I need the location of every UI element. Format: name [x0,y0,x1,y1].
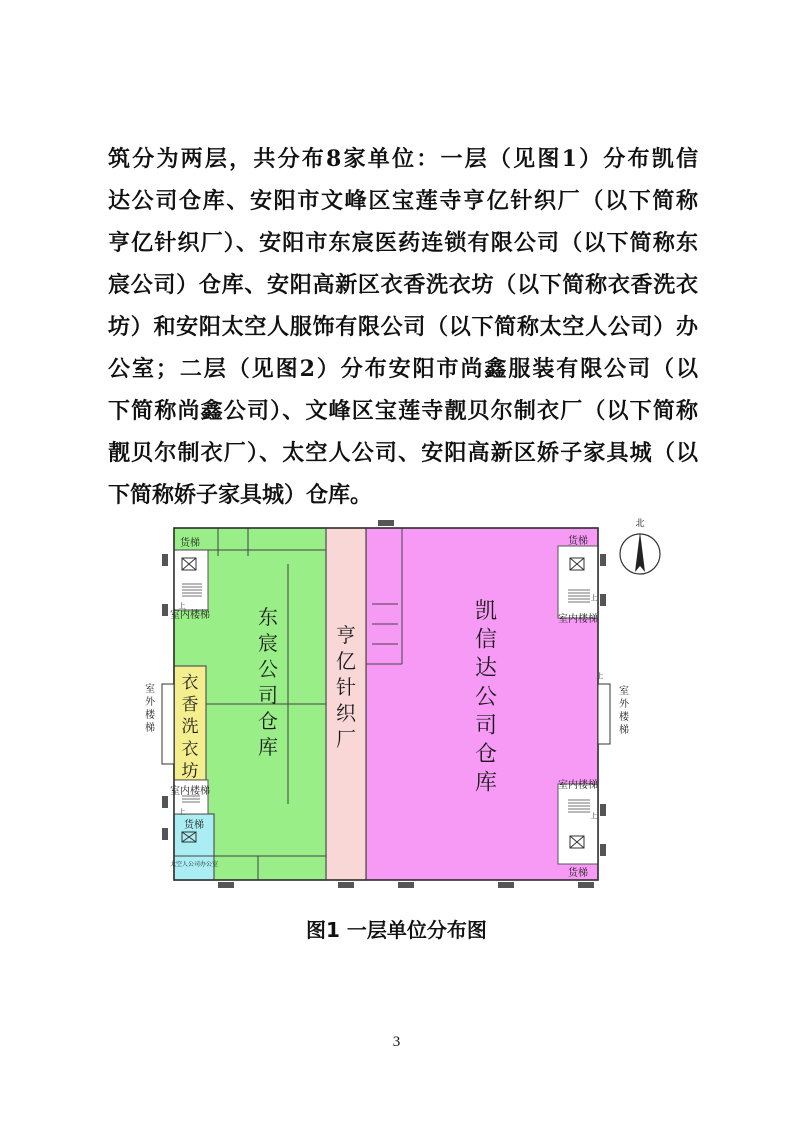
compass-icon [620,517,660,574]
kaixin-label: 凯信达公司仓库 [474,599,498,796]
freight-elevator-label: 货梯 [568,536,588,547]
indoor-stairs-label: 室内楼梯 [170,786,210,797]
floor-plan-svg [145,514,660,904]
freight-elevator-label: 货梯 [568,868,588,879]
yixiang-label: 衣香洗衣坊 [181,673,199,782]
outdoor-stairs-label: 室外楼梯 [145,684,155,734]
body-line: 达公司仓库、安阳市文峰区宝莲寺亨亿针织厂（以下简称 [108,188,698,214]
body-line: 下简称尚鑫公司）、文峰区宝莲寺靓贝尔制衣厂（以下简称 [108,398,698,424]
body-line: 公室；二层（见图2）分布安阳市尚鑫服装有限公司（以 [108,356,698,382]
body-line: 靓贝尔制衣厂）、太空人公司、安阳高新区娇子家具城（以 [108,440,698,466]
body-line: 坊）和安阳太空人服饰有限公司（以下简称太空人公司）办 [108,314,698,340]
body-line: 亨亿针织厂）、安阳市东宸医药连锁有限公司（以下简称东 [108,230,698,256]
page-number: 3 [392,1034,401,1050]
up-label: 上 [596,672,604,680]
freight-elevator-label: 货梯 [184,820,204,831]
outdoor-stairs-label: 室外楼梯 [619,686,629,736]
floor-plan-figure [145,514,660,904]
indoor-stairs-label: 室内楼梯 [558,780,598,791]
dongchen-label: 东宸公司仓库 [258,605,278,759]
up-label: 上 [590,594,598,602]
up-label: 上 [590,812,598,820]
body-paragraph [108,138,698,516]
body-line: 宸公司）仓库、安阳高新区衣香洗衣坊（以下简称衣香洗衣 [108,272,698,298]
indoor-stairs-label: 室内楼梯 [558,614,598,625]
body-line: 筑分为两层，共分布8家单位：一层（见图1）分布凯信 [108,146,698,172]
body-line: 下简称娇子家具城）仓库。 [108,482,373,508]
indoor-stairs-label: 室内楼梯 [170,610,210,621]
taikongren-label: 太空人公司办公室 [169,861,219,868]
hengyi-label: 亨亿针织厂 [336,623,356,751]
figure-caption: 图1 一层单位分布图 [306,918,487,942]
compass-north-label: 北 [635,519,645,529]
up-label: 上 [178,808,186,816]
up-label: 上 [178,602,186,610]
freight-elevator-label: 货梯 [180,538,200,549]
